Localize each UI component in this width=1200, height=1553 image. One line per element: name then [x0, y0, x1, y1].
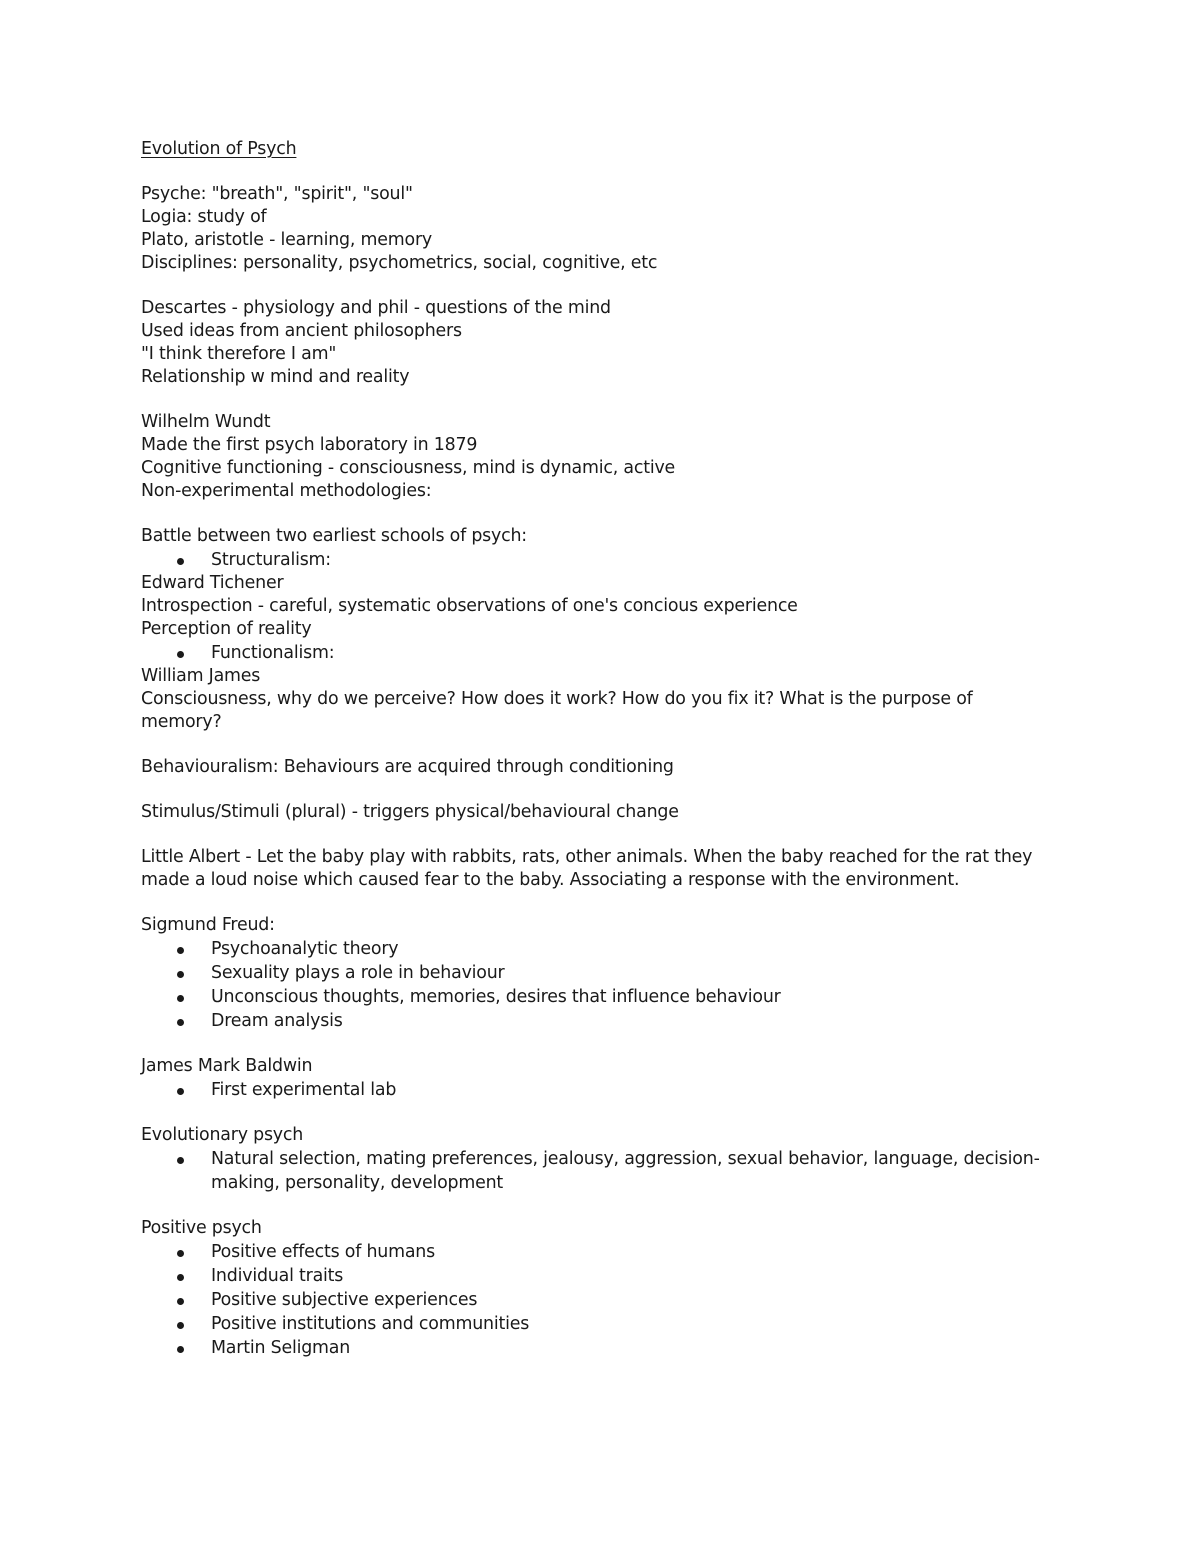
spacer [141, 161, 1056, 183]
spacer [141, 892, 1056, 914]
list-item-text: First experimental lab [211, 1080, 397, 1100]
functionalism-line: Consciousness, why do we perceive? How does it work? How do you fix it? What is the purpose of memory? [141, 689, 973, 732]
list-item [141, 985, 1056, 1009]
list-item [141, 1240, 1056, 1264]
descartes-line: Used ideas from ancient philosophers [141, 321, 462, 341]
list-item [141, 641, 1056, 665]
bullet-icon [177, 995, 184, 1002]
schools-heading: Battle between two earliest schools of psych: [141, 526, 527, 546]
bullet-icon [177, 947, 184, 954]
bullet-icon [177, 1346, 184, 1353]
functionalism-list [141, 641, 1056, 665]
stimulus-line: Stimulus/Stimuli (plural) - triggers physical/behavioural change [141, 802, 679, 822]
descartes-line: Relationship w mind and reality [141, 367, 410, 387]
spacer [141, 1195, 1056, 1217]
list-item [141, 1336, 1056, 1360]
structuralism-line: Perception of reality [141, 619, 312, 639]
wundt-heading: Wilhelm Wundt [141, 412, 271, 432]
bullet-icon [177, 1250, 184, 1257]
bullet-icon [177, 1019, 184, 1026]
list-item [141, 1288, 1056, 1312]
list-item-text: Sexuality plays a role in behaviour [211, 963, 505, 983]
list-item [141, 1264, 1056, 1288]
document-page [141, 138, 1056, 1360]
bullet-icon [177, 1322, 184, 1329]
list-item-text: Functionalism: [211, 643, 335, 663]
bullet-icon [177, 1274, 184, 1281]
little-albert-paragraph: Little Albert - Let the baby play with rabbits, rats, other animals. When the baby reached for the rat they made a loud noise which caused fear to the baby. Associating a response with the environment. [141, 847, 1033, 890]
structuralism-list [141, 548, 1056, 572]
list-item [141, 1312, 1056, 1336]
evolutionary-heading: Evolutionary psych [141, 1125, 304, 1145]
list-item-text: Unconscious thoughts, memories, desires that influence behaviour [211, 987, 781, 1007]
list-item [141, 548, 1056, 572]
bullet-icon [177, 651, 184, 658]
positive-list [141, 1240, 1056, 1360]
spacer [141, 1102, 1056, 1124]
document-title: Evolution of Psych [141, 139, 297, 159]
evolutionary-list [141, 1147, 1056, 1195]
list-item-text: Positive effects of humans [211, 1242, 435, 1262]
freud-list [141, 937, 1056, 1033]
descartes-line: Descartes - physiology and phil - questions of the mind [141, 298, 611, 318]
wundt-line: Cognitive functioning - consciousness, mind is dynamic, active [141, 458, 676, 478]
list-item-text: Structuralism: [211, 550, 331, 570]
spacer [141, 503, 1056, 525]
bullet-icon [177, 1157, 184, 1164]
bullet-icon [177, 971, 184, 978]
structuralism-line: Introspection - careful, systematic observations of one's concious experience [141, 596, 798, 616]
spacer [141, 1033, 1056, 1055]
intro-line-disciplines: Disciplines: personality, psychometrics, social, cognitive, etc [141, 253, 658, 273]
list-item-text: Martin Seligman [211, 1338, 351, 1358]
structuralism-line: Edward Tichener [141, 573, 284, 593]
list-item-text: Positive institutions and communities [211, 1314, 530, 1334]
baldwin-list [141, 1078, 1056, 1102]
list-item-text: Dream analysis [211, 1011, 343, 1031]
list-item [141, 1147, 1056, 1195]
spacer [141, 275, 1056, 297]
wundt-line: Made the first psych laboratory in 1879 [141, 435, 478, 455]
spacer [141, 389, 1056, 411]
spacer [141, 734, 1056, 756]
wundt-line: Non-experimental methodologies: [141, 481, 432, 501]
bullet-icon [177, 1088, 184, 1095]
freud-heading: Sigmund Freud: [141, 915, 275, 935]
bullet-icon [177, 558, 184, 565]
descartes-line: "I think therefore I am" [141, 344, 337, 364]
positive-heading: Positive psych [141, 1218, 262, 1238]
intro-line-psyche: Psyche: "breath", "spirit", "soul" [141, 184, 413, 204]
intro-line-logia: Logia: study of [141, 207, 267, 227]
list-item-text: Individual traits [211, 1266, 344, 1286]
functionalism-line: William James [141, 666, 261, 686]
list-item [141, 961, 1056, 985]
bullet-icon [177, 1298, 184, 1305]
list-item [141, 1078, 1056, 1102]
spacer [141, 824, 1056, 846]
behaviouralism-line: Behaviouralism: Behaviours are acquired through conditioning [141, 757, 674, 777]
list-item [141, 1009, 1056, 1033]
spacer [141, 779, 1056, 801]
list-item-text: Psychoanalytic theory [211, 939, 399, 959]
baldwin-heading: James Mark Baldwin [141, 1056, 313, 1076]
list-item-text: Positive subjective experiences [211, 1290, 478, 1310]
list-item-text: Natural selection, mating preferences, jealousy, aggression, sexual behavior, language, decision-making, personality, development [211, 1149, 1040, 1193]
list-item [141, 937, 1056, 961]
intro-line-plato: Plato, aristotle - learning, memory [141, 230, 432, 250]
